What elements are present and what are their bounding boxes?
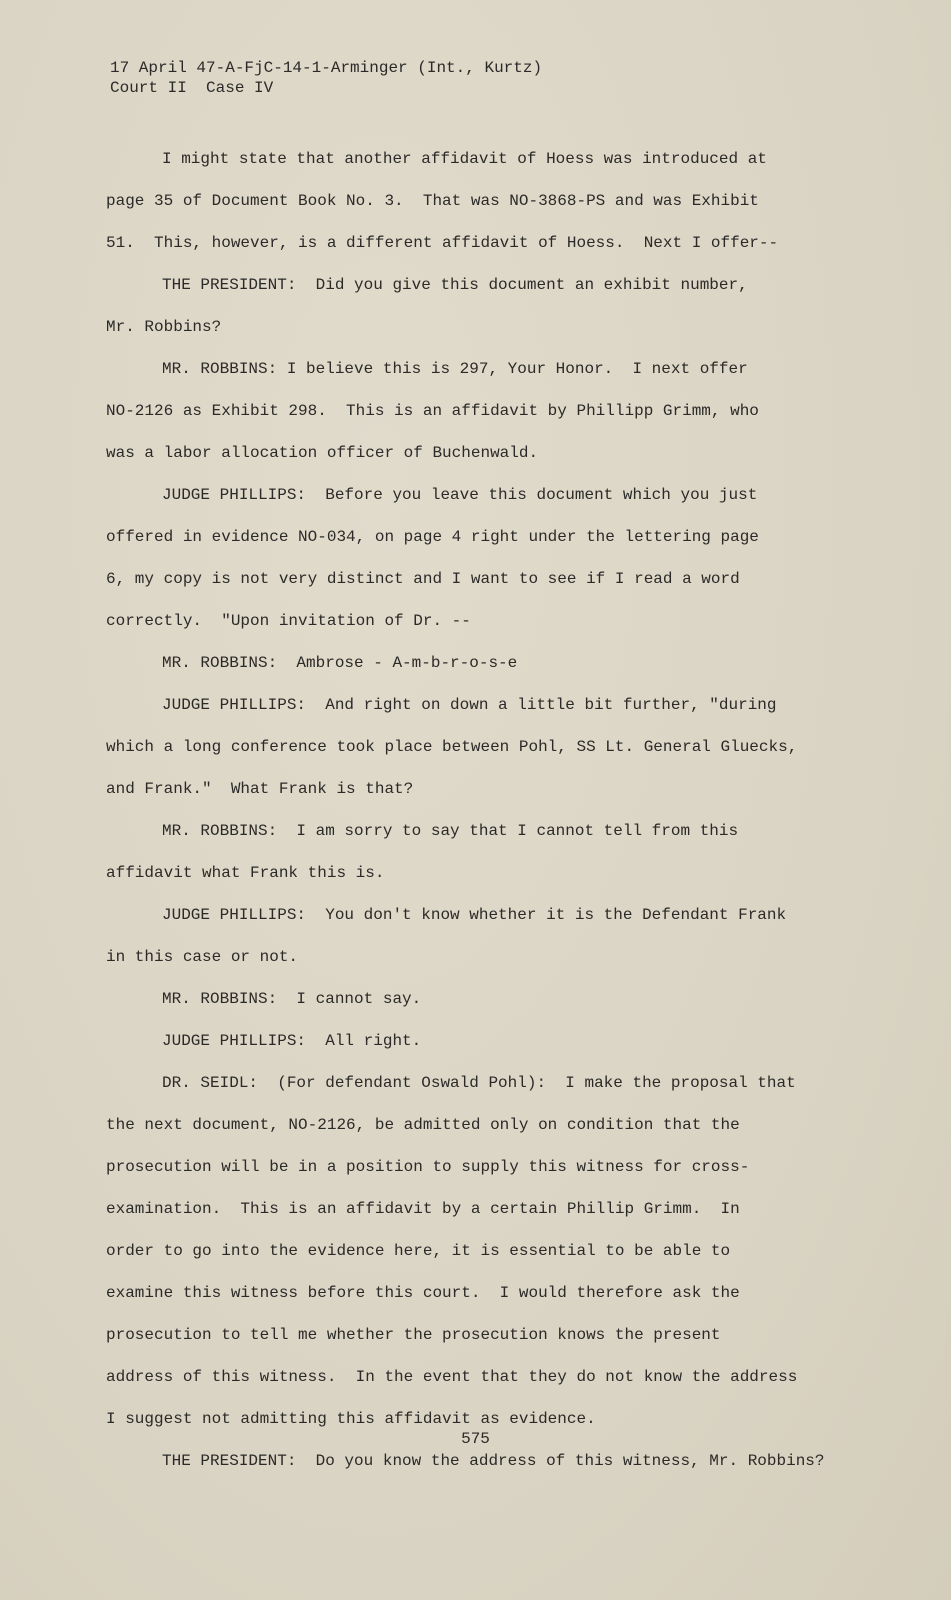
text-line: Mr. Robbins? [106, 318, 222, 336]
text-line: prosecution to tell me whether the prosecution knows the present [106, 1326, 721, 1344]
text-line: which a long conference took place between Pohl, SS Lt. General Gluecks, [106, 738, 798, 756]
text-line: JUDGE PHILLIPS: All right. [162, 1032, 422, 1050]
transcript-body [106, 138, 836, 1482]
text-line: offered in evidence NO-034, on page 4 right under the lettering page [106, 528, 759, 546]
text-line: and Frank." What Frank is that? [106, 780, 414, 798]
transcript-paragraph [106, 1020, 836, 1062]
transcript-paragraph [106, 474, 836, 642]
page-number: 575 [461, 1430, 490, 1448]
text-line: in this case or not. [106, 948, 299, 966]
text-line: MR. ROBBINS: Ambrose - A-m-b-r-o-s-e [162, 654, 518, 672]
text-line: JUDGE PHILLIPS: And right on down a little bit further, "during [162, 696, 777, 714]
text-line: 51. This, however, is a different affidavit of Hoess. Next I offer-- [106, 234, 779, 252]
text-line: the next document, NO-2126, be admitted only on condition that the [106, 1116, 740, 1134]
text-line: JUDGE PHILLIPS: You don't know whether it is the Defendant Frank [162, 906, 787, 924]
text-line: examination. This is an affidavit by a certain Phillip Grimm. In [106, 1200, 740, 1218]
text-line: prosecution will be in a position to supply this witness for cross- [106, 1158, 750, 1176]
transcript-paragraph [106, 138, 836, 264]
text-line: THE PRESIDENT: Did you give this document an exhibit number, [162, 276, 748, 294]
text-line: I might state that another affidavit of Hoess was introduced at [162, 150, 767, 168]
text-line: I suggest not admitting this affidavit as evidence. [106, 1410, 596, 1428]
text-line: THE PRESIDENT: Do you know the address of this witness, Mr. Robbins? [162, 1452, 825, 1470]
text-line: order to go into the evidence here, it is essential to be able to [106, 1242, 731, 1260]
header-line-1: 17 April 47-A-FjC-14-1-Arminger (Int., Kurtz) [110, 59, 543, 77]
text-line: address of this witness. In the event that they do not know the address [106, 1368, 798, 1386]
text-line: affidavit what Frank this is. [106, 864, 385, 882]
transcript-paragraph [106, 348, 836, 474]
text-line: MR. ROBBINS: I believe this is 297, Your Honor. I next offer [162, 360, 748, 378]
text-line: examine this witness before this court. I would therefore ask the [106, 1284, 740, 1302]
transcript-paragraph [106, 264, 836, 348]
text-line: page 35 of Document Book No. 3. That was NO-3868-PS and was Exhibit [106, 192, 759, 210]
text-line: was a labor allocation officer of Buchenwald. [106, 444, 539, 462]
transcript-paragraph [106, 810, 836, 894]
transcript-paragraph [106, 1062, 836, 1440]
text-line: MR. ROBBINS: I am sorry to say that I cannot tell from this [162, 822, 739, 840]
text-line: NO-2126 as Exhibit 298. This is an affidavit by Phillipp Grimm, who [106, 402, 759, 420]
transcript-paragraph [106, 894, 836, 978]
text-line: correctly. "Upon invitation of Dr. -- [106, 612, 471, 630]
text-line: MR. ROBBINS: I cannot say. [162, 990, 422, 1008]
text-line: JUDGE PHILLIPS: Before you leave this document which you just [162, 486, 758, 504]
transcript-paragraph [106, 684, 836, 810]
header-line-2: Court II Case IV [110, 79, 274, 97]
transcript-paragraph [106, 642, 836, 684]
text-line: 6, my copy is not very distinct and I want to see if I read a word [106, 570, 740, 588]
document-header [110, 58, 542, 98]
transcript-paragraph [106, 978, 836, 1020]
text-line: DR. SEIDL: (For defendant Oswald Pohl): I make the proposal that [162, 1074, 796, 1092]
